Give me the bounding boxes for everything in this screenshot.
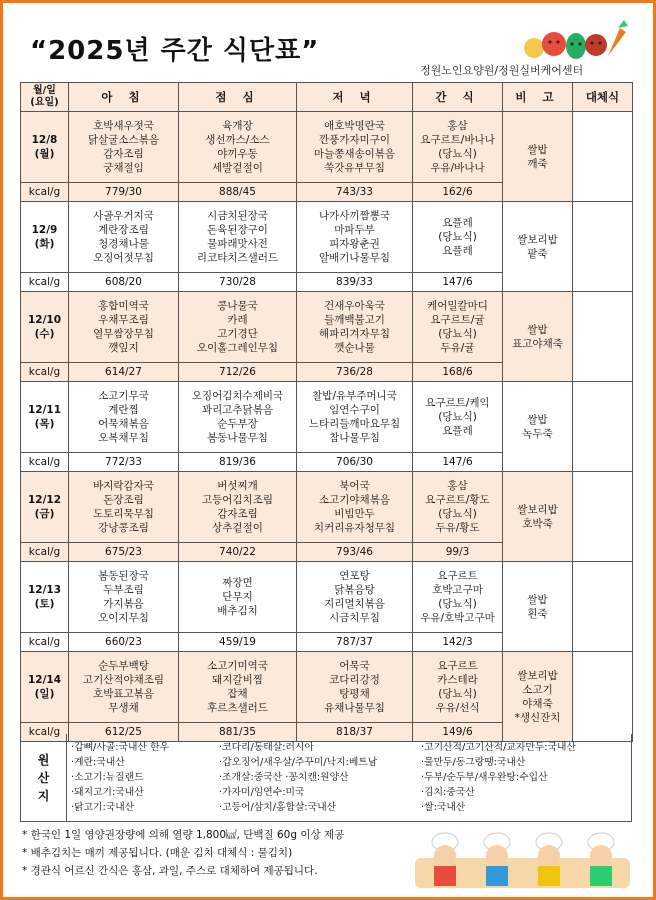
breakfast-cell xyxy=(69,382,179,453)
snack-item: (당뇨식) xyxy=(438,598,477,610)
dinner-dish: 피자왕춘권 xyxy=(329,238,380,250)
snack-item: 홍삼 xyxy=(447,120,468,132)
lunch-dish: 잡채 xyxy=(227,688,248,700)
alt-cell xyxy=(573,112,633,202)
snack-item: 두유/황도 xyxy=(435,522,480,534)
lunch-dish: 배추김치 xyxy=(217,605,258,617)
kcal-value: 168/6 xyxy=(413,363,503,382)
chef-children-illustration xyxy=(415,828,630,888)
kcal-value: 675/23 xyxy=(69,543,179,562)
header-date: 월/일 (요일) xyxy=(21,83,69,112)
kcal-value: 614/27 xyxy=(69,363,179,382)
kcal-label: kcal/g xyxy=(21,273,69,292)
origin-item: ·코다리/동태살:러시아 xyxy=(219,742,314,753)
alt-cell xyxy=(573,472,633,562)
kcal-value: 706/30 xyxy=(297,453,413,472)
kcal-value: 660/23 xyxy=(69,633,179,652)
snack-cell xyxy=(413,202,503,273)
snack-item: 카스테라 xyxy=(437,674,478,686)
dinner-cell xyxy=(297,562,413,633)
breakfast-cell xyxy=(69,202,179,273)
breakfast-dish: 궁채절임 xyxy=(103,162,144,174)
snack-cell xyxy=(413,472,503,543)
day-row xyxy=(21,472,633,543)
breakfast-dish: 돈장조림 xyxy=(103,494,144,506)
day-date-cell xyxy=(21,472,69,543)
kcal-value: 740/22 xyxy=(179,543,297,562)
header-snack: 간 식 xyxy=(413,83,503,112)
snack-item: (당뇨식) xyxy=(438,411,477,423)
note-item: 흰죽 xyxy=(527,607,548,620)
day-date: 12/8 xyxy=(31,134,58,146)
breakfast-dish: 강낭콩조림 xyxy=(98,522,149,534)
lunch-dish: 순두부장 xyxy=(217,418,258,430)
alt-cell xyxy=(573,292,633,382)
origin-item: ·계란:국내산 xyxy=(71,757,125,768)
dinner-dish: 애호박명란국 xyxy=(324,120,385,132)
dinner-dish: 유채나물무침 xyxy=(324,702,385,714)
header-dinner: 저 녁 xyxy=(297,83,413,112)
lunch-dish: 단무지 xyxy=(222,591,253,603)
lunch-dish: 소고기미역국 xyxy=(207,660,268,672)
breakfast-dish: 호박새우젓국 xyxy=(93,120,154,132)
day-date-cell xyxy=(21,292,69,363)
breakfast-dish: 닭살굴소스볶음 xyxy=(87,134,159,146)
lunch-cell xyxy=(179,382,297,453)
origin-item: ·갑뼈/사골:국내산 한우 xyxy=(71,742,170,753)
dinner-cell xyxy=(297,472,413,543)
breakfast-dish: 봄동된장국 xyxy=(98,570,149,582)
breakfast-dish: 순두부백탕 xyxy=(98,660,149,672)
lunch-dish: 오이홀그레인무침 xyxy=(196,342,279,354)
day-date: 12/10 xyxy=(27,314,62,326)
day-row xyxy=(21,202,633,273)
snack-cell xyxy=(413,652,503,723)
note-item: *생신잔치 xyxy=(514,711,561,724)
page-title: “2025년 주간 식단표” xyxy=(30,36,320,66)
dinner-dish: 시금치무침 xyxy=(329,612,380,624)
dinner-dish: 나가사끼짬뽕국 xyxy=(318,210,390,222)
kcal-label: kcal/g xyxy=(21,183,69,202)
lunch-dish: 고등어김치조림 xyxy=(201,494,273,506)
lunch-dish: 감자조림 xyxy=(217,508,258,520)
kcal-value: 142/3 xyxy=(413,633,503,652)
origin-column-3 xyxy=(421,740,576,815)
dinner-dish: 쑥갓유부무침 xyxy=(324,162,385,174)
breakfast-dish: 도토리묵무침 xyxy=(93,508,154,520)
dinner-dish: 건새우아욱국 xyxy=(324,300,385,312)
kcal-label: kcal/g xyxy=(21,543,69,562)
kcal-value: 149/6 xyxy=(413,723,503,742)
lunch-cell xyxy=(179,202,297,273)
day-of-week: (금) xyxy=(34,508,55,520)
day-row xyxy=(21,652,633,723)
lunch-dish: 돈육된장구이 xyxy=(207,224,268,236)
day-row xyxy=(21,292,633,363)
origin-item: ·돼지고기:국내산 xyxy=(71,787,144,798)
lunch-cell xyxy=(179,472,297,543)
day-date: 12/9 xyxy=(31,224,58,236)
dinner-dish: 알배기나물무침 xyxy=(318,252,390,264)
note-cell xyxy=(503,652,573,742)
snack-item: 요구르트/케익 xyxy=(425,397,490,409)
kcal-value: 787/37 xyxy=(297,633,413,652)
dinner-dish: 찰밥/유부주머니국 xyxy=(312,390,397,402)
breakfast-dish: 바지락감자국 xyxy=(93,480,154,492)
dinner-dish: 지리멸치볶음 xyxy=(324,598,385,610)
dinner-dish: 코다리강정 xyxy=(329,674,380,686)
breakfast-dish: 계란찜 xyxy=(108,404,139,416)
origin-column-2 xyxy=(219,740,377,815)
note-cell xyxy=(503,292,573,382)
lunch-dish: 야끼우동 xyxy=(217,148,258,160)
origin-item: ·조개살:중국산 ·꽁치캔:원양산 xyxy=(219,772,349,783)
day-date-cell xyxy=(21,112,69,183)
lunch-dish: 돼지갈비찜 xyxy=(212,674,263,686)
kcal-value: 888/45 xyxy=(179,183,297,202)
breakfast-dish: 가지볶음 xyxy=(103,598,144,610)
day-date: 12/13 xyxy=(27,584,62,596)
vegetables-icon xyxy=(520,18,630,62)
origin-item: ·쌀:국내산 xyxy=(421,802,466,813)
lunch-dish: 시금치된장국 xyxy=(207,210,268,222)
day-of-week: (월) xyxy=(34,148,55,160)
day-date-cell xyxy=(21,202,69,273)
dinner-dish: 치커리유자청무침 xyxy=(313,522,396,534)
note-cell xyxy=(503,112,573,202)
snack-item: 케어밀칼마디 xyxy=(427,300,488,312)
kcal-label: kcal/g xyxy=(21,453,69,472)
snack-item: (당뇨식) xyxy=(438,148,477,160)
dinner-dish: 깻순나물 xyxy=(334,342,375,354)
kcal-value: 793/46 xyxy=(297,543,413,562)
notes xyxy=(22,826,344,880)
day-row xyxy=(21,112,633,183)
dinner-dish: 마늘쫑새송이볶음 xyxy=(313,148,396,160)
lunch-cell xyxy=(179,112,297,183)
snack-item: 요구르트/귤 xyxy=(430,314,485,326)
lunch-dish: 콩나물국 xyxy=(217,300,258,312)
breakfast-dish: 두부조림 xyxy=(103,584,144,596)
breakfast-dish: 소고기무국 xyxy=(98,390,149,402)
lunch-dish: 리코타치즈샐러드 xyxy=(196,252,279,264)
note-item: 표고야채죽 xyxy=(512,337,563,350)
header-breakfast: 아 침 xyxy=(69,83,179,112)
note-line: * 배추김치는 매끼 제공됩니다. (매운 김치 대체식 : 물김치) xyxy=(22,847,293,859)
origin-item: ·소고기:뉴질랜드 xyxy=(71,772,144,783)
kcal-label: kcal/g xyxy=(21,363,69,382)
kcal-value: 99/3 xyxy=(413,543,503,562)
dinner-cell xyxy=(297,652,413,723)
kcal-value: 736/28 xyxy=(297,363,413,382)
note-item: 깨죽 xyxy=(527,157,548,170)
snack-item: 요구르트/황도 xyxy=(425,494,490,506)
origin-item: ·갑오징어/새우살/주꾸미/낙지:베트남 xyxy=(219,757,378,768)
kcal-value: 730/28 xyxy=(179,273,297,292)
snack-item: (당뇨식) xyxy=(438,231,477,243)
snack-cell xyxy=(413,292,503,363)
snack-item: 우유/선식 xyxy=(435,702,480,714)
snack-cell xyxy=(413,562,503,633)
origin-item: ·김치:중국산 xyxy=(421,787,475,798)
kcal-label: kcal/g xyxy=(21,633,69,652)
snack-item: (당뇨식) xyxy=(438,328,477,340)
snack-item: 두유/귤 xyxy=(440,342,475,354)
dinner-cell xyxy=(297,382,413,453)
kcal-value: 839/33 xyxy=(297,273,413,292)
lunch-cell xyxy=(179,292,297,363)
dinner-dish: 느타리들깨마요무침 xyxy=(308,418,401,430)
kcal-value: 881/35 xyxy=(179,723,297,742)
snack-cell xyxy=(413,112,503,183)
note-item: 쌀보리밥 xyxy=(517,233,558,246)
breakfast-cell xyxy=(69,472,179,543)
snack-item: 우유/바나나 xyxy=(430,162,485,174)
breakfast-dish: 열무쌈장무침 xyxy=(93,328,154,340)
breakfast-dish: 사골우거지국 xyxy=(93,210,154,222)
lunch-dish: 물파래맛사전 xyxy=(207,238,268,250)
breakfast-cell xyxy=(69,652,179,723)
lunch-dish: 봄동나물무침 xyxy=(207,432,268,444)
breakfast-dish: 무생채 xyxy=(108,702,139,714)
lunch-dish: 오징어김치수제비국 xyxy=(191,390,284,402)
origin-column-1 xyxy=(71,740,169,815)
day-date-cell xyxy=(21,562,69,633)
alt-cell xyxy=(573,652,633,742)
lunch-dish: 짜장면 xyxy=(222,577,253,589)
snack-item: 요플레 xyxy=(442,245,473,257)
origin-item: ·고기산적/고기산적/교자만두:국내산 xyxy=(421,742,576,753)
origin-item: ·닭고기:국내산 xyxy=(71,802,135,813)
snack-item: (당뇨식) xyxy=(438,688,477,700)
lunch-dish: 세발겉절이 xyxy=(212,162,263,174)
note-item: 쌀밥 xyxy=(527,593,548,606)
note-item: 팥죽 xyxy=(527,247,548,260)
weekly-menu-table xyxy=(20,82,633,742)
dinner-cell xyxy=(297,202,413,273)
kcal-value: 162/6 xyxy=(413,183,503,202)
kcal-label: kcal/g xyxy=(21,723,69,742)
note-cell xyxy=(503,382,573,472)
note-item: 소고기 xyxy=(522,683,553,696)
alt-cell xyxy=(573,562,633,652)
note-item: 호박죽 xyxy=(522,517,553,530)
dinner-dish: 임연수구이 xyxy=(329,404,380,416)
kcal-value: 459/19 xyxy=(179,633,297,652)
breakfast-dish: 호박표고볶음 xyxy=(93,688,154,700)
lunch-cell xyxy=(179,652,297,723)
dinner-dish: 깐풍가자미구이 xyxy=(318,134,390,146)
day-of-week: (일) xyxy=(34,688,55,700)
breakfast-dish: 고기산적야채조림 xyxy=(82,674,165,686)
lunch-dish: 고기경단 xyxy=(217,328,258,340)
dinner-dish: 들깨백불고기 xyxy=(324,314,385,326)
breakfast-dish: 오복채무침 xyxy=(98,432,149,444)
kcal-value: 612/25 xyxy=(69,723,179,742)
note-cell xyxy=(503,562,573,652)
kcal-value: 819/36 xyxy=(179,453,297,472)
alt-cell xyxy=(573,382,633,472)
day-date: 12/12 xyxy=(27,494,62,506)
note-item: 녹두죽 xyxy=(522,427,553,440)
snack-item: 우유/호박고구마 xyxy=(420,612,495,624)
lunch-dish: 버섯찌개 xyxy=(217,480,258,492)
origin-section xyxy=(20,734,632,822)
breakfast-dish: 계란장조림 xyxy=(98,224,149,236)
origin-item: ·물만두/동그랑땡:국내산 xyxy=(421,757,526,768)
breakfast-cell xyxy=(69,292,179,363)
note-item: 쌀보리밥 xyxy=(517,503,558,516)
snack-item: (당뇨식) xyxy=(438,508,477,520)
dinner-dish: 참나물무침 xyxy=(329,432,380,444)
dinner-dish: 연포탕 xyxy=(339,570,370,582)
day-of-week: (토) xyxy=(34,598,55,610)
origin-item: ·두부/순두부/새우완탕:수입산 xyxy=(421,772,548,783)
header-note: 비 고 xyxy=(503,83,573,112)
dinner-cell xyxy=(297,112,413,183)
header-row xyxy=(21,83,633,112)
day-row xyxy=(21,382,633,453)
origin-label: 원 산 지 xyxy=(21,734,67,821)
kcal-value: 608/20 xyxy=(69,273,179,292)
dinner-dish: 마파두부 xyxy=(334,224,375,236)
breakfast-cell xyxy=(69,112,179,183)
kcal-value: 147/6 xyxy=(413,273,503,292)
header-lunch: 점 심 xyxy=(179,83,297,112)
note-item: 쌀밥 xyxy=(527,413,548,426)
breakfast-cell xyxy=(69,562,179,633)
breakfast-dish: 감자조림 xyxy=(103,148,144,160)
snack-item: 요구르트/바나나 xyxy=(420,134,495,146)
note-item: 쌀보리밥 xyxy=(517,669,558,682)
snack-item: 요구르트 xyxy=(437,570,478,582)
kcal-value: 772/33 xyxy=(69,453,179,472)
day-of-week: (수) xyxy=(34,328,55,340)
day-date: 12/14 xyxy=(27,674,62,686)
alt-cell xyxy=(573,202,633,292)
lunch-dish: 카레 xyxy=(227,314,248,326)
breakfast-dish: 오징어젓무침 xyxy=(93,252,154,264)
origin-item: ·고등어/삼치/홍합살:국내산 xyxy=(219,802,337,813)
note-item: 쌀밥 xyxy=(527,323,548,336)
breakfast-dish: 어묵채볶음 xyxy=(98,418,149,430)
kcal-value: 779/30 xyxy=(69,183,179,202)
lunch-dish: 상추겉절이 xyxy=(212,522,263,534)
breakfast-dish: 오이지무침 xyxy=(98,612,149,624)
kcal-value: 818/37 xyxy=(297,723,413,742)
snack-item: 홍삼 xyxy=(447,480,468,492)
day-of-week: (화) xyxy=(34,238,55,250)
breakfast-dish: 깻잎지 xyxy=(108,342,139,354)
origin-item: ·가자미/임연수:미국 xyxy=(219,787,305,798)
dinner-cell xyxy=(297,292,413,363)
note-item: 야채죽 xyxy=(522,697,553,710)
day-date: 12/11 xyxy=(27,404,62,416)
lunch-dish: 생선까스/소스 xyxy=(205,134,270,146)
dinner-dish: 어묵국 xyxy=(339,660,370,672)
dinner-dish: 소고기야채볶음 xyxy=(318,494,390,506)
organization-name: 정원노인요양원/정원실버케어센터 xyxy=(420,64,584,77)
kcal-value: 147/6 xyxy=(413,453,503,472)
note-cell xyxy=(503,202,573,292)
dinner-dish: 비빔만두 xyxy=(334,508,375,520)
breakfast-dish: 청경채나물 xyxy=(98,238,149,250)
day-date-cell xyxy=(21,652,69,723)
snack-item: 요구르트 xyxy=(437,660,478,672)
snack-item: 호박고구마 xyxy=(432,584,483,596)
day-of-week: (목) xyxy=(34,418,55,430)
lunch-dish: 후르츠샐러드 xyxy=(207,702,268,714)
dinner-dish: 북어국 xyxy=(339,480,370,492)
kcal-value: 743/33 xyxy=(297,183,413,202)
header-alt: 대체식 xyxy=(573,83,633,112)
note-line: * 한국인 1일 영양권장량에 의해 열량 1,800㎉, 단백질 60g 이상 제공 xyxy=(22,829,345,841)
dinner-dish: 탕평채 xyxy=(339,688,370,700)
note-cell xyxy=(503,472,573,562)
dinner-dish: 해파리겨자무침 xyxy=(318,328,390,340)
breakfast-dish: 홍합미역국 xyxy=(98,300,149,312)
note-item: 쌀밥 xyxy=(527,143,548,156)
kcal-value: 712/26 xyxy=(179,363,297,382)
note-line: * 경관식 어르신 간식은 홍삼, 과일, 주스로 대체하여 제공됩니다. xyxy=(22,865,318,877)
day-row xyxy=(21,562,633,633)
breakfast-dish: 우채무조림 xyxy=(98,314,149,326)
snack-item: 요플레 xyxy=(442,217,473,229)
lunch-dish: 육개장 xyxy=(222,120,253,132)
dinner-dish: 닭볶음탕 xyxy=(334,584,375,596)
day-date-cell xyxy=(21,382,69,453)
lunch-dish: 꽈리고추닭볶음 xyxy=(201,404,273,416)
lunch-cell xyxy=(179,562,297,633)
snack-item: 요플레 xyxy=(442,425,473,437)
snack-cell xyxy=(413,382,503,453)
